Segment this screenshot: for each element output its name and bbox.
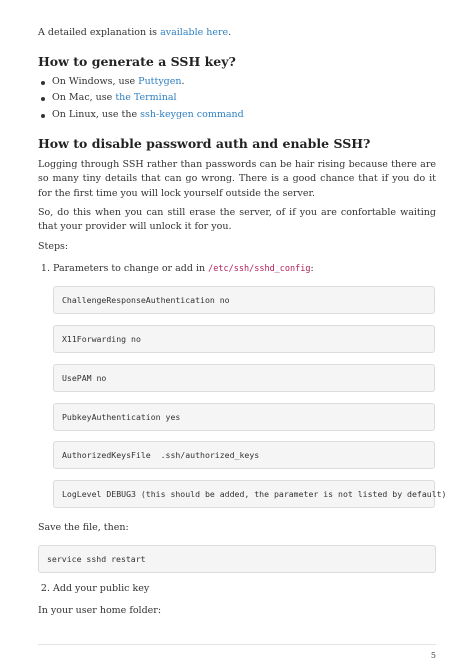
windows-suffix: .	[181, 76, 185, 87]
step-1-text	[53, 262, 314, 276]
code-block-authorized-keys: AuthorizedKeysFile .ssh/authorized_keys	[53, 441, 435, 469]
available-here-link[interactable]: available here	[160, 27, 229, 38]
step-2-text: Add your public key	[53, 583, 150, 594]
step-1-label: Parameters to change or add in	[53, 263, 209, 274]
windows-text: On Windows, use	[52, 76, 139, 87]
generate-methods-list	[38, 75, 436, 122]
code-block-use-pam: UsePAM no	[53, 364, 435, 392]
list-item-windows	[38, 75, 436, 89]
page-number: 5	[430, 651, 436, 660]
intro-paragraph	[38, 26, 436, 40]
home-folder-text: In your user home folder:	[38, 605, 162, 616]
terminal-link[interactable]: the Terminal	[115, 92, 177, 104]
steps-label: Steps:	[38, 241, 69, 252]
footer-divider	[38, 644, 436, 645]
code-block-pubkey-auth: PubkeyAuthentication yes	[53, 403, 435, 431]
step-2-number: 2.	[40, 583, 50, 594]
erase-server-paragraph: So, do this when you can still erase the server, of if you are confortable waiting that your provider will unlock it for you.	[38, 207, 436, 233]
intro-text: A detailed explanation is	[38, 27, 161, 38]
step-1-number: 1.	[40, 263, 50, 274]
code-block-x11-forwarding: X11Forwarding no	[53, 325, 435, 353]
linux-text: On Linux, use the	[52, 108, 141, 120]
list-item-linux	[38, 108, 436, 122]
intro-suffix: .	[228, 27, 232, 38]
list-item-mac	[38, 91, 436, 105]
code-block-challenge-response: ChallengeResponseAuthentication no	[53, 286, 435, 314]
heading-generate-ssh-key: How to generate a SSH key?	[38, 54, 236, 69]
sshd-config-path: /etc/ssh/sshd_config	[208, 264, 311, 274]
warning-paragraph: Logging through SSH rather than passwords can be hair rising because there are so many tiny details that can go wrong. There is a good chance that if you do it for the first time you will lock yourself outside the server.	[38, 159, 436, 199]
heading-disable-password-auth: How to disable password auth and enable SSH?	[38, 136, 371, 151]
code-block-restart: service sshd restart	[38, 545, 436, 573]
puttygen-link[interactable]: Puttygen	[138, 76, 182, 87]
save-file-text: Save the file, then:	[38, 522, 129, 533]
code-block-loglevel: LogLevel DEBUG3 (this should be added, the parameter is not listed by default)	[53, 480, 435, 508]
mac-text: On Mac, use	[52, 92, 116, 104]
step-1-suffix: :	[310, 263, 314, 274]
ssh-keygen-link[interactable]: ssh-keygen command	[140, 108, 244, 120]
